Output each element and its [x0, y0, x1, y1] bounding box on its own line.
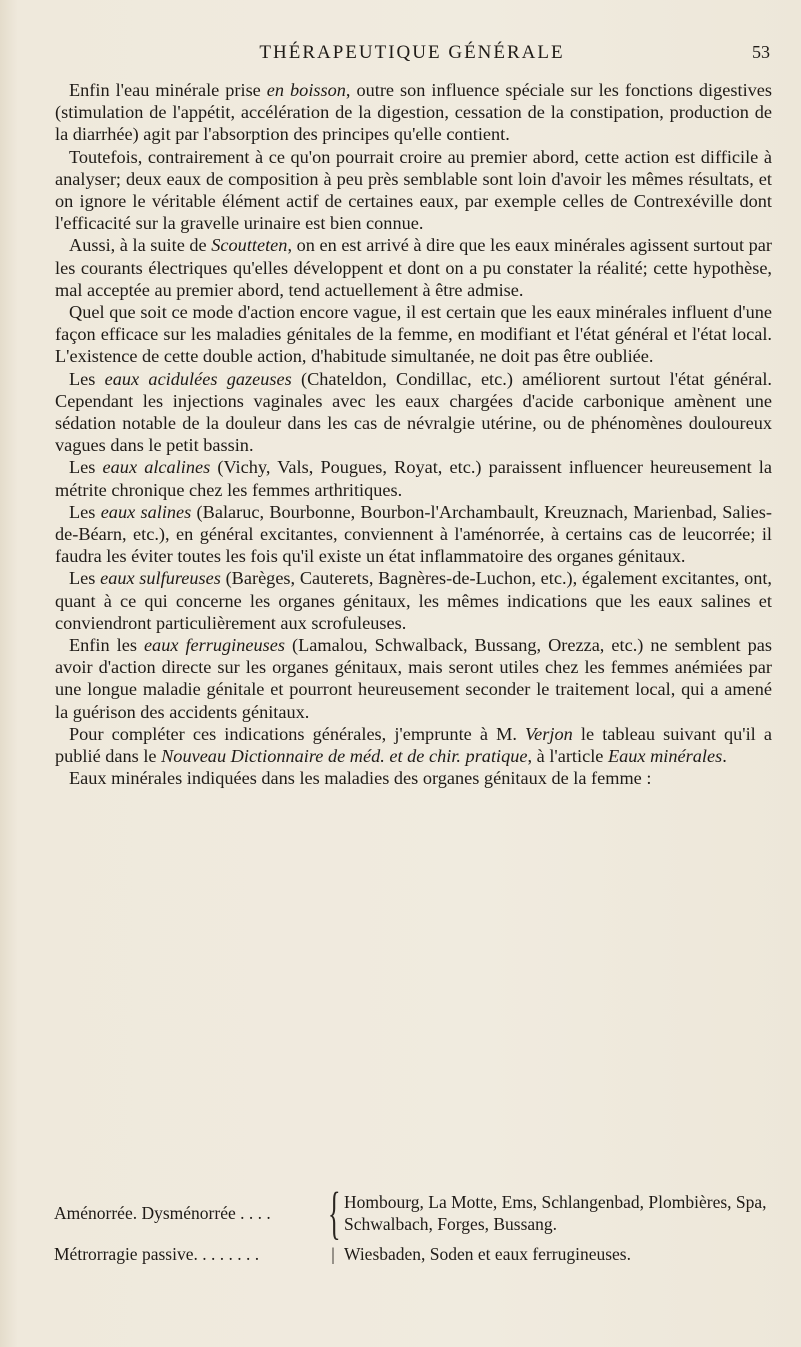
paragraph [55, 79, 772, 146]
italic-term: Nouveau Dictionnaire de méd. et de chir. pratique [161, 746, 528, 767]
paragraph [55, 634, 772, 723]
page-number: 53 [752, 42, 770, 62]
paragraph [55, 767, 772, 789]
body-text [55, 79, 772, 790]
text-run: Les [69, 457, 103, 478]
text-run: . [722, 746, 727, 767]
text-run: (Balaruc, Bourbonne, Bourbon-l'Archambault, Kreuznach, Marienbad, Salies-de-Béarn, etc.), en général excitantes, conviennent à l'aménorrée, à certains cas de leucorrée; il faudra les éviter toutes les fois qu'il existe un état inflammatoire des organes génitaux. [55, 501, 772, 567]
table-condition: Métrorragie passive. . . . . . . . [54, 1244, 260, 1264]
italic-term: eaux ferrugineuses [143, 635, 285, 656]
text-run: Les [69, 501, 101, 522]
text-run: Toutefois, contrairement à ce qu'on pourrait croire au premier abord, cette action est difficile à analyser; deux eaux de composition à peu près semblable sont loin d'avoir les mêmes résultats, et on ignore le véritable élément actif de certaines eaux, par exemple celles de Contrexéville dont l'efficacité sur la gravelle urinaire est bien connue. [55, 146, 772, 234]
text-run: Enfin les [69, 635, 144, 656]
text-run: (Barèges, Cauterets, Bagnères-de-Luchon, etc.), également excitantes, ont, quant à ce qui concerne les organes génitaux, les mêmes indications que les eaux salines et conviendront particulièrement aux scrofuleuses. [55, 568, 772, 633]
table-condition: Aménorrée. Dysménorrée . . . . [54, 1203, 271, 1223]
italic-term: eaux alcalines [102, 457, 211, 478]
italic-term: eaux acidulées gazeuses [104, 368, 292, 389]
indications-table [54, 1180, 774, 1265]
paragraph [55, 368, 772, 457]
brace: { [328, 1180, 341, 1245]
paragraph [55, 301, 772, 368]
text-run: (Chateldon, Condillac, etc.) améliorent surtout l'état général. Cependant les injections vaginales avec les eaux chargées d'acide carbonique amènent une sédation notable de la douleur dans les cas de névralgie utérine, ou de phénomènes douloureux vagues dans le petit bassin. [55, 368, 773, 456]
italic-term: Eaux minérales [607, 746, 723, 767]
paragraph [55, 723, 772, 767]
text-run: Quel que soit ce mode d'action encore vague, il est certain que les eaux minérales influent d'une façon efficace sur les maladies génitales de la femme, en modifiant et l'état général et l'état local. L'existence de cette double action, d'habitude simultanée, ne doit pas être oubliée. [55, 302, 772, 367]
running-head: THÉRAPEUTIQUE GÉNÉRALE [259, 42, 565, 63]
text-run: Les [69, 568, 101, 589]
text-run: le tableau suivant qu'il a publié dans le [55, 723, 772, 767]
text-run: , à l'article [527, 746, 608, 767]
italic-term: Verjon [525, 723, 573, 744]
text-run: Enfin l'eau minérale prise [69, 80, 267, 100]
paragraph [55, 456, 772, 500]
table-row [54, 1243, 774, 1265]
bar-separator: | [331, 1244, 335, 1264]
table-row [54, 1180, 774, 1245]
text-run: Aussi, à la suite de [69, 235, 212, 256]
paragraph [55, 567, 772, 634]
text-run: Eaux minérales indiquées dans les maladies des organes génitaux de la femme : [69, 768, 652, 789]
italic-term: Scoutteten [211, 235, 288, 256]
table-waters: Hombourg, La Motte, Ems, Schlangenbad, Plombières, Spa, Schwalbach, Forges, Bussang. [344, 1192, 767, 1234]
italic-term: eaux sulfureuses [100, 568, 221, 589]
paragraph [55, 146, 772, 235]
paragraph [55, 234, 772, 301]
text-run: , outre son influence spéciale sur les fonctions digestives (stimulation de l'appétit, accélération de la digestion, cessation de la constipation, production de la diarrhée) agit par l'absorption des principes qu'elle contient. [55, 80, 773, 145]
text-run: Les [69, 368, 105, 389]
text-run: (Vichy, Vals, Pougues, Royat, etc.) paraissent influencer heureusement la métrite chronique chez les femmes arthritiques. [55, 457, 772, 500]
italic-term: eaux salines [100, 501, 192, 522]
italic-term: en boisson [266, 80, 346, 100]
paragraph [55, 501, 772, 568]
text-run: (Lamalou, Schwalback, Bussang, Orezza, etc.) ne semblent pas avoir d'action directe sur les organes génitaux, mais seront utiles chez les femmes anémiées par une longue maladie génitale et pourront heureusement seconder le traitement local, qui a amené la guérison des accidents génitaux. [55, 635, 772, 722]
page-header [54, 42, 770, 68]
table-waters: Wiesbaden, Soden et eaux ferrugineuses. [344, 1244, 631, 1264]
text-run: , on en est arrivé à dire que les eaux minérales agissent surtout par les courants électriques qu'elles développent et dont on a pu constater la réalité; cette hypothèse, mal acceptée au premier abord, tend actuellement à être admise. [55, 235, 772, 300]
text-run: Pour compléter ces indications générales, j'emprunte à M. [69, 723, 526, 744]
